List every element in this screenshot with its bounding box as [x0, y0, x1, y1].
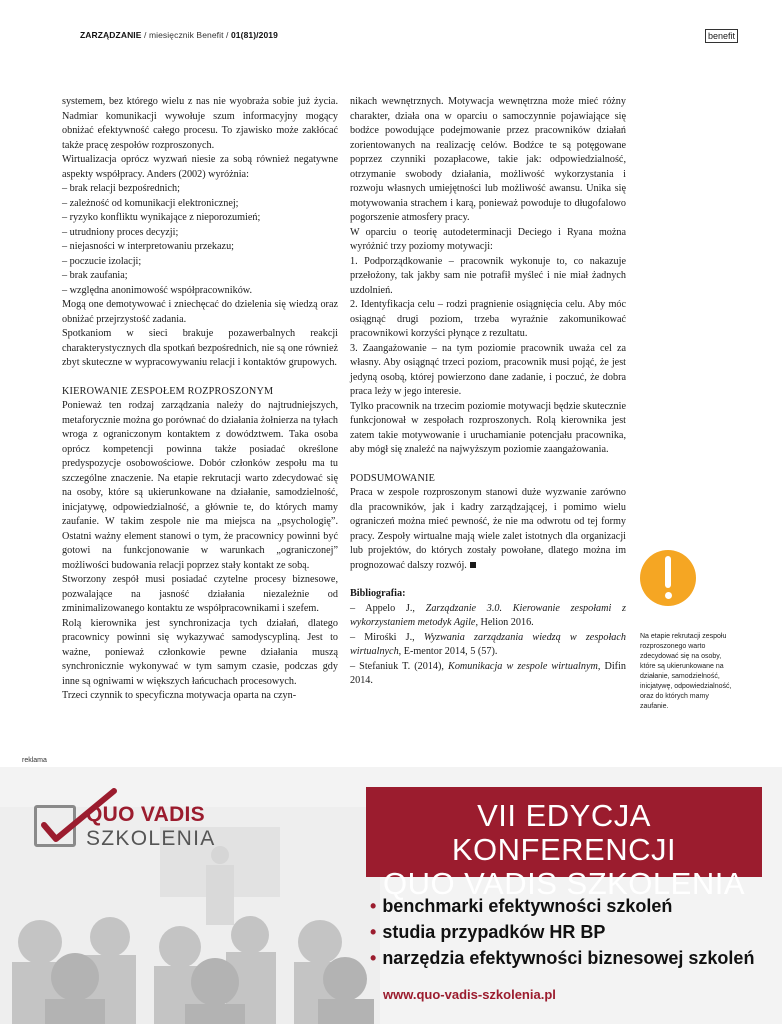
- section-heading: KIEROWANIE ZESPOŁEM ROZPROSZONYM: [62, 385, 274, 397]
- ad-url-link[interactable]: www.quo-vadis-szkolenia.pl: [383, 987, 556, 1002]
- bullet-icon: •: [370, 922, 377, 942]
- paragraph: Tylko pracownik na trzecim poziomie motywacji będzie skutecznie funkcjonował w zespołach rozproszonych. Rolą kierownika jest zatem takie motywowanie i uruchamianie potencjału pracownika, aby mógł się znaleźć na najwyższym poziomie zaangażowania.: [350, 400, 626, 455]
- paragraph: Ponieważ ten rodzaj zarządzania należy do najtrudniejszych, metaforycznie można go porównać do działania żołnierza na tyłach wroga z ograniczonym kontaktem z dowództwem. Taka osoba oprócz kompetencji powinna także posiadać określone predyspozycje osobowościowe. Dobór członków zespołu ma tu szczególne znaczenie. Na etapie rekrutacji warto zdecydować się na osoby, które są ukierunkowane na działanie, samodzielność, inicjatywę, odpowiedzialność, a głównie te, do których mamy zaufanie. W takim zespole nie ma miejsca na „psychologię”. Ostatni ważny element stanowi o tym, że pracownicy powinni być gotowi na funkcjonowanie w warunkach „ograniczonej” możliwości budowania relacji poprzez stały kontakt ze sobą.: [62, 400, 338, 571]
- list-item: 3. Zaangażowanie – na tym poziomie pracownik uważa cel za własny. Aby osiągnąć trzeci poziom, pracownik musi pojąć, że jest jedyną osobą, której powierzono dane zadanie, i poczuć, że dobra praca leży w jego interesie.: [350, 342, 626, 397]
- ad-bullet: • studia przypadków HR BP: [370, 922, 606, 942]
- list-item: – ryzyko konfliktu wynikające z nieporozumień;: [62, 212, 261, 223]
- list-item: 2. Identyfikacja celu – rodzi pragnienie osiągnięcia celu. Aby móc osiągnąć drugi poziom, trzeba wyraźnie zakomunikować pracownikowi korzyści płynące z rezultatu.: [350, 299, 626, 339]
- list-item: – względna anonimowość współpracowników.: [62, 284, 253, 296]
- paragraph: nikach wewnętrznych. Motywacja wewnętrzna może mieć różny charakter, działa ona w oparciu o samoczynnie pojawiające się bodźce powodujące podejmowanie przez pracowników działań zorientowanych na realizację celów. Bodźce te są potęgowane poprzez czynniki pozapłacowe, takie jak: odpowiedzialność, otrzymanie swobody działania, możliwość wykorzystania i rozwoju własnych umiejętności lub możliwość awansu. Unika się motywowania strachem i karą, ponieważ powoduje to długofalowo pogorszenie atmosfery pracy.: [350, 96, 626, 223]
- paragraph: Praca w zespole rozproszonym stanowi duże wyzwanie zarówno dla pracowników, jak i kadry zarządzającej, i pomimo wielu ograniczeń można mieć pewność, że nie ma odwrotu od tej formy pracy. Zespoły wirtualne mają wiele zalet istotnych dla organizacji lub projektów, do których zostały powołane, dlatego można im prognozować dalszy rozwój.: [350, 487, 626, 571]
- list-item: – utrudniony proces decyzji;: [62, 226, 179, 238]
- brand-logo: benefit: [705, 29, 738, 43]
- paragraph: Mogą one demotywować i zniechęcać do dzielenia się wiedzą oraz obniżać przejrzystość zadania.: [62, 299, 338, 325]
- paragraph: Spotkaniom w sieci brakuje pozawerbalnych reakcji charakterystycznych dla spotkań bezpośrednich, nie są one również zbyt skuteczne w wypracowywaniu relacji i kontaktów grupowych.: [62, 328, 338, 368]
- section-heading: PODSUMOWANIE: [350, 472, 436, 484]
- header-section: ZARZĄDZANIE: [80, 30, 142, 40]
- article-column-2: [350, 95, 626, 689]
- list-item: – zależność od komunikacji elektronicznej;: [62, 197, 239, 209]
- ad-bullet: • narzędzia efektywności biznesowej szkoleń: [370, 948, 755, 968]
- conference-banner: VII EDYCJA KONFERENCJI QUO VADIS SZKOLENIA: [366, 787, 762, 877]
- exclamation-icon: [640, 550, 696, 606]
- bullet-icon: •: [370, 948, 377, 968]
- ad-bullet-list: [370, 893, 754, 971]
- list-item: – brak relacji bezpośrednich;: [62, 183, 180, 194]
- page-header: ZARZĄDZANIE / miesięcznik Benefit / 01(81)/2019: [80, 30, 278, 40]
- paragraph: Trzeci czynnik to specyficzna motywacja oparta na czyn-: [62, 690, 297, 701]
- ad-bullet: • benchmarki efektywności szkoleń: [370, 896, 673, 916]
- header-issue: 01(81)/2019: [230, 30, 278, 40]
- paragraph: Stworzony zespół musi posiadać czytelne procesy biznesowe, pozwalające na jasność działania niezależnie od zminimalizowanego kontaktu ze współpracownikami i szefem.: [62, 574, 338, 614]
- sidebar-callout: [640, 550, 730, 712]
- bibliography-item: – Mirośki J., Wyzwania zarządzania wiedzą w zespołach wirtualnych, E-mentor 2014, 5 (57).: [350, 631, 627, 657]
- paragraph: W oparciu o teorię autodeterminacji Deciego i Ryana można wyróżnić trzy poziomy motywacji:: [350, 226, 626, 252]
- bibliography-title: Bibliografia:: [350, 588, 406, 599]
- paragraph: Rolą kierownika jest synchronizacja tych działań, dlatego pracownicy powinni się wykazywać samodyscypliną. Jest to ważne, ponieważ członkowie pewne działania muszą synchronicznie wykonywać w tym samym czasie, podczas gdy inne są ogniwami w większych łańcuchach procesowych.: [62, 617, 338, 687]
- advertisement[interactable]: QUO VADIS SZKOLENIA VII EDYCJA KONFERENCJI QUO VADIS SZKOLENIA • benchmarki efektywności szkoleń • studia przypadków HR BP • narzędzia efektywności biznesowej szkoleń www.quo-vadis-szkolenia.pl: [0, 767, 782, 1024]
- bibliography-item: – Appelo J., Zarządzanie 3.0. Kierowanie zespołami z wykorzystaniem metodyk Agile, Helion 2016.: [350, 602, 626, 628]
- article-column-1: [62, 95, 338, 704]
- ad-label: reklama: [22, 757, 47, 764]
- bullet-icon: •: [370, 896, 377, 916]
- list-item: – niejasności w interpretowaniu przekazu;: [62, 241, 234, 252]
- list-item: – brak zaufania;: [62, 270, 128, 281]
- list-item: – poczucie izolacji;: [62, 255, 142, 267]
- end-mark-icon: [470, 562, 476, 568]
- paragraph: systemem, bez którego wielu z nas nie wyobraża sobie już życia. Nadmiar komunikacji wywołuje szum informacyjny mogący obniżać efektywność całego procesu. To zjawisko może zakłócać także pracę zespołów rozproszonych.: [62, 96, 338, 151]
- list-item: 1. Podporządkowanie – pracownik wykonuje to, co nakazuje przełożony, tak jakby sam nie potrafił myśleć i nie miał żadnych uzdolnień.: [350, 255, 626, 296]
- header-magazine: miesięcznik Benefit: [148, 30, 224, 40]
- bibliography-item: – Stefaniuk T. (2014), Komunikacja w zespole wirtualnym, Difin 2014.: [350, 660, 626, 686]
- paragraph: Wirtualizacja oprócz wyzwań niesie za sobą również negatywne aspekty współpracy. Anders (2002) wyróżnia:: [62, 154, 338, 180]
- sidebar-text: Na etapie rekrutacji zespołu rozproszonego warto zdecydować się na osoby, które są ukierunkowane na działanie, samodzielność, inicjatywę, odpowiedzialność, oraz do których mamy zaufanie.: [640, 633, 732, 710]
